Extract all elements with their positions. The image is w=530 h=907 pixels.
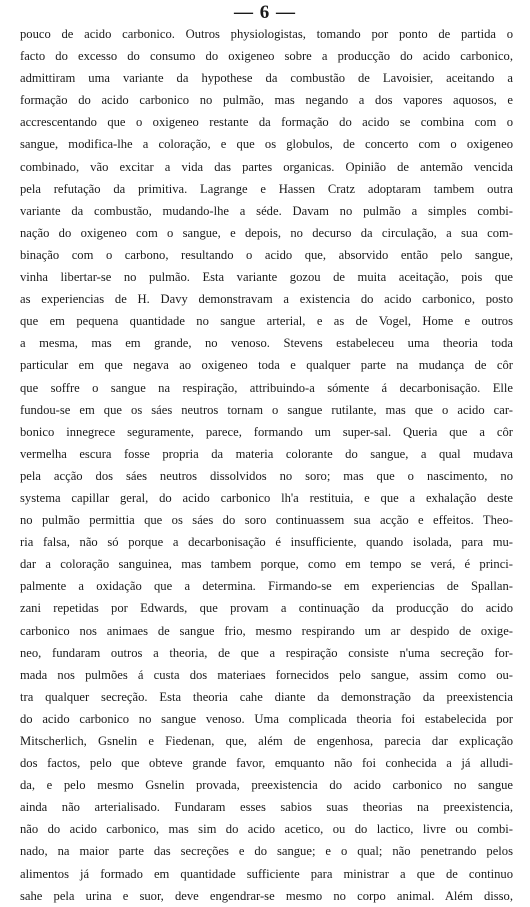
text-line: sahe pela urina e suor, deve engendrar-se mesmo no corpo animal. Além disso, (20, 888, 513, 903)
text-line: mada nos pulmões á custa dos materiaes fornecidos pelo sangue, assim como ou- (20, 667, 513, 682)
text-line: bonico innegrece seguramente, parece, formando um super-sal. Queria que a côr (20, 424, 513, 439)
text-line: dar a coloração sanguinea, mas tambem porque, como em tempo se verá, é princi- (20, 557, 513, 572)
text-line: ria falsa, não só porque a decarbonisação é insufficiente, quando isolada, para mu- (20, 535, 513, 550)
text-line: não do acido carbonico, mas sim do acido acetico, ou do lactico, livre ou combi- (20, 822, 513, 837)
text-line: fundou-se em que os sáes neutros tornam o sangue rutilante, mas que o acido car- (20, 402, 513, 417)
text-line: admittiram uma variante da hypothese da combustão de Lavoisier, aceitando a (20, 71, 513, 86)
text-line: vinha libertar-se no pulmão. Esta variante gozou de muita aceitação, pois que (20, 270, 513, 285)
text-line: zani repetidas por Edwards, que provam a continuação da producção do acido (20, 601, 513, 616)
text-line: pouco de acido carbonico. Outros physiologistas, tomando por ponto de partida o (20, 27, 513, 41)
text-line: a mesma, mas em grande, no venoso. Stevens estabeleceu uma theoria toda (20, 336, 513, 351)
text-line: combinado, vão excitar a vida das partes organicas. Opinião de antemão vencida (20, 159, 513, 174)
text-line: do acido carbonico no sangue venoso. Uma complicada theoria foi estabelecida por (20, 711, 513, 726)
text-line: neo, fundaram outros a theoria, de que a respiração consiste n'uma secreção for- (20, 645, 513, 660)
text-line: as experiencias de H. Davy demonstravam a existencia do acido carbonico, posto (20, 292, 513, 307)
text-line: variante da combustão, mudando-lhe a séde. Davam no pulmão a simples combi- (20, 203, 513, 218)
body-text (20, 23, 513, 907)
text-line: binação com o carbono, resultando o acido que, absorvido então pelo sangue, (20, 247, 513, 262)
text-line: Mitscherlich, Gsnelin e Fiedenan, que, além de engenhosa, parecia dar explicação (20, 734, 513, 748)
text-line: tra qualquer secreção. Esta theoria cahe diante da demonstração da preexistencia (20, 689, 513, 704)
text-line: que soffre o sangue na respiração, attribuindo-a sómente á decarbonisação. Elle (20, 380, 513, 395)
page-number: — 6 — (234, 2, 296, 23)
text-line: vermelha escura fosse propria da materia colorante do sangue, a qual mudava (20, 446, 513, 461)
text-line: da, e pelo mesmo Gsnelin provada, preexistencia do acido carbonico no sangue (20, 778, 513, 793)
text-line: particular em que negava ao oxigeneo toda e qualquer parte na mudança de côr (20, 358, 513, 373)
text-line: systema capillar geral, do acido carbonico lh'a restituia, e que a exhalação deste (20, 490, 513, 505)
text-line: formação do acido carbonico no pulmão, mas negando a dos vapores aquosos, e (20, 93, 513, 108)
text-line: accrescentando que o oxigeneo restante da formação do acido se combina com o (20, 115, 513, 130)
text-line: no pulmão permittia que os sáes do soro continuassem sua acção e effeitos. Theo- (20, 513, 513, 528)
text-line: facto do excesso do consumo do oxigeneo sobre a producção do acido carbonico, (20, 49, 513, 64)
text-line: alimentos já formado em quantidade sufficiente para ministrar a que de continuo (20, 866, 513, 881)
text-line: dos factos, pelo que obteve grande favor, emquanto não foi conhecida a já alludi- (20, 756, 513, 771)
text-line: pela acção dos sáes neutros dissolvidos no soro; mas que o nascimento, no (20, 468, 513, 483)
text-line: palmente a oxidação que a determina. Firmando-se em experiencias de Spallan- (20, 579, 513, 594)
text-line: carbonico nos animaes de sangue frio, mesmo respirando um ar despido de oxige- (20, 623, 513, 638)
text-line: sangue, modifica-lhe a coloração, e que os globulos, de concerto com o oxigeneo (20, 137, 513, 152)
text-line: ainda não arterialisado. Fundaram esses sabios suas theorias na preexistencia, (20, 800, 513, 815)
text-line: nado, na maior parte das secreções e do sangue; e o qual; não penetrando pelos (20, 844, 513, 859)
text-line: pela refutação da primitiva. Lagrange e Hassen Cratz adoptaram tambem outra (20, 181, 513, 196)
text-line: nação do oxigeneo com o sangue, e depois, no decurso da circulação, a sua com- (20, 225, 513, 240)
text-line: que em pequena quantidade no sangue arterial, e as de Vogel, Home e outros (20, 314, 513, 329)
